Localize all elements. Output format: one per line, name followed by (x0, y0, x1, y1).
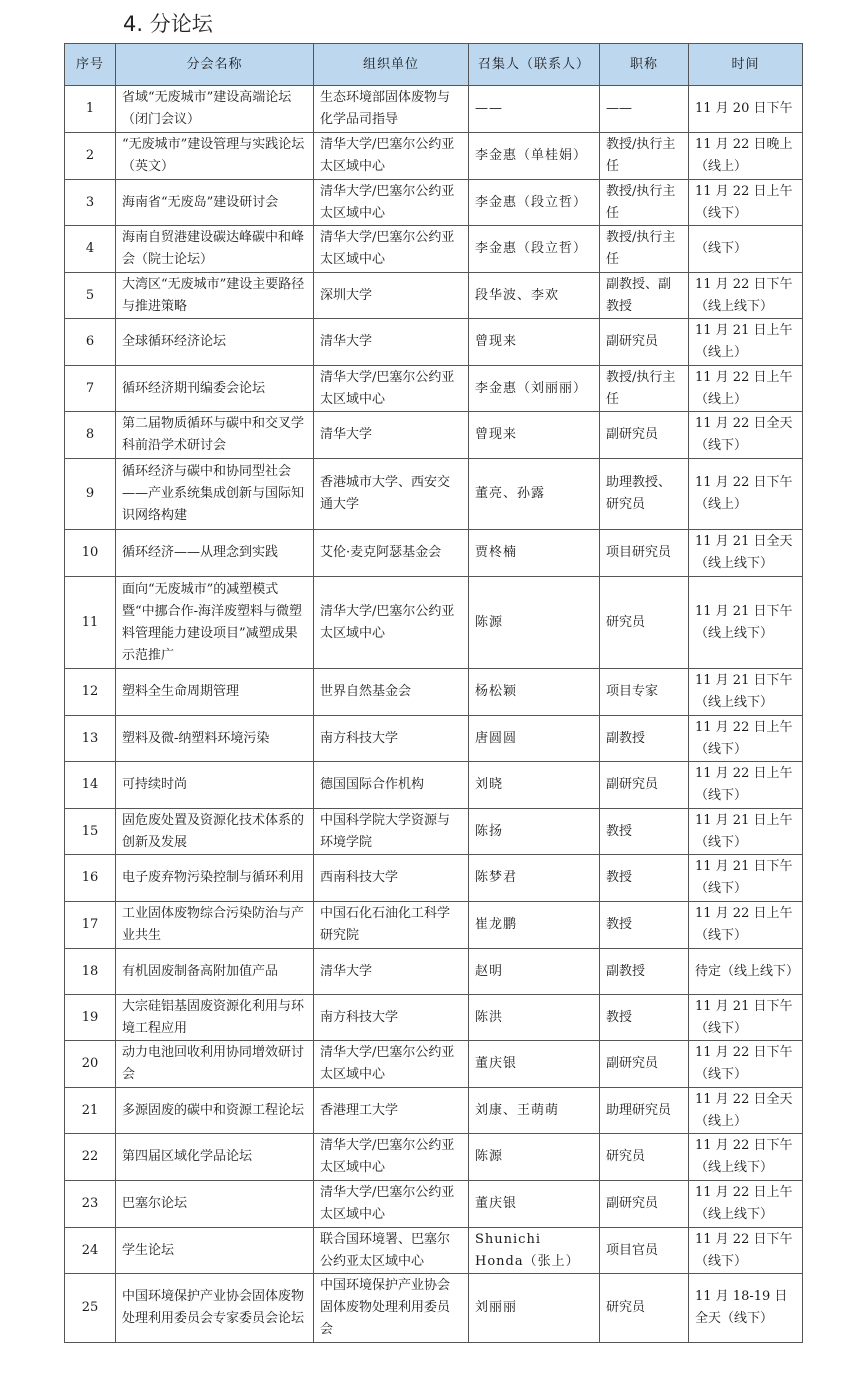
session-name-cell: 第二届物质循环与碳中和交叉学科前沿学术研讨会 (116, 412, 314, 459)
session-name-cell: 固危废处置及资源化技术体系的创新及发展 (116, 809, 314, 855)
job-title-cell: 副研究员 (600, 412, 689, 459)
session-time-cell: 11 月 21 日下午（线下） (689, 855, 803, 902)
session-name-cell: 塑料及微-纳塑料环境污染 (116, 716, 314, 762)
organizer-cell: 联合国环境署、巴塞尔公约亚太区域中心 (314, 1228, 469, 1274)
table-row (65, 1274, 803, 1343)
convener-cell: 曾现来 (469, 412, 600, 459)
organizer-cell: 清华大学/巴塞尔公约亚太区域中心 (314, 1134, 469, 1181)
row-number-cell: 19 (65, 995, 116, 1041)
row-number-cell: 12 (65, 669, 116, 716)
row-number-cell: 15 (65, 809, 116, 855)
table-row (65, 855, 803, 902)
session-name-cell: 海南省“无废岛”建设研讨会 (116, 180, 314, 226)
table-row (65, 226, 803, 273)
convener-cell: 刘丽丽 (469, 1274, 600, 1343)
row-number-cell: 8 (65, 412, 116, 459)
session-time-cell: 11 月 22 日上午（线上线下） (689, 1181, 803, 1228)
convener-cell: 曾现来 (469, 319, 600, 366)
session-time-cell: 11 月 21 日上午（线下） (689, 809, 803, 855)
session-time-cell: 11 月 21 日下午（线上线下） (689, 669, 803, 716)
organizer-cell: 清华大学/巴塞尔公约亚太区域中心 (314, 1181, 469, 1228)
organizer-cell: 清华大学/巴塞尔公约亚太区域中心 (314, 1041, 469, 1088)
session-time-cell: 11 月 22 日下午（线下） (689, 1041, 803, 1088)
session-time-cell: 11 月 22 日上午（线下） (689, 180, 803, 226)
convener-cell: 贾柊楠 (469, 530, 600, 577)
convener-cell: 唐圆圆 (469, 716, 600, 762)
table-row (65, 180, 803, 226)
header-number: 序号 (65, 44, 116, 86)
session-time-cell: 11 月 22 日上午（线下） (689, 716, 803, 762)
row-number-cell: 10 (65, 530, 116, 577)
job-title-cell: 教授/执行主任 (600, 366, 689, 412)
organizer-cell: 中国石化石油化工科学研究院 (314, 902, 469, 949)
convener-cell: 赵明 (469, 949, 600, 995)
table-row (65, 809, 803, 855)
job-title-cell: 教授/执行主任 (600, 133, 689, 180)
session-time-cell: 11 月 20 日下午 (689, 86, 803, 133)
session-time-cell: 11 月 22 日全天（线下） (689, 412, 803, 459)
row-number-cell: 23 (65, 1181, 116, 1228)
table-row (65, 1041, 803, 1088)
convener-cell: 刘晓 (469, 762, 600, 809)
row-number-cell: 16 (65, 855, 116, 902)
session-time-cell: 11 月 21 日上午（线上） (689, 319, 803, 366)
table-row (65, 716, 803, 762)
session-time-cell: 11 月 22 日上午（线上） (689, 366, 803, 412)
organizer-cell: 清华大学/巴塞尔公约亚太区域中心 (314, 577, 469, 669)
convener-cell: 杨松颖 (469, 669, 600, 716)
table-row (65, 1181, 803, 1228)
session-time-cell: 11 月 22 日下午（线上） (689, 459, 803, 530)
job-title-cell: 副研究员 (600, 1041, 689, 1088)
session-time-cell: 11 月 21 日全天（线上线下） (689, 530, 803, 577)
session-name-cell: 多源固废的碳中和资源工程论坛 (116, 1088, 314, 1134)
session-time-cell: 待定（线上线下） (689, 949, 803, 995)
job-title-cell: 副教授、副教授 (600, 273, 689, 319)
header-job-title: 职称 (600, 44, 689, 86)
forum-table (64, 43, 803, 1343)
header-organizer: 组织单位 (314, 44, 469, 86)
row-number-cell: 4 (65, 226, 116, 273)
job-title-cell: 助理教授、研究员 (600, 459, 689, 530)
row-number-cell: 17 (65, 902, 116, 949)
row-number-cell: 22 (65, 1134, 116, 1181)
organizer-cell: 世界自然基金会 (314, 669, 469, 716)
job-title-cell: 研究员 (600, 1274, 689, 1343)
session-time-cell: 11 月 22 日晚上（线上） (689, 133, 803, 180)
table-row (65, 577, 803, 669)
session-name-cell: 工业固体废物综合污染防治与产业共生 (116, 902, 314, 949)
organizer-cell: 清华大学/巴塞尔公约亚太区域中心 (314, 133, 469, 180)
session-name-cell: 大湾区“无废城市”建设主要路径与推进策略 (116, 273, 314, 319)
job-title-cell: 助理研究员 (600, 1088, 689, 1134)
session-name-cell: 有机固废制备高附加值产品 (116, 949, 314, 995)
job-title-cell: 教授 (600, 855, 689, 902)
row-number-cell: 3 (65, 180, 116, 226)
row-number-cell: 20 (65, 1041, 116, 1088)
convener-cell: Shunichi Honda（张上） (469, 1228, 600, 1274)
session-name-cell: 中国环境保护产业协会固体废物处理利用委员会专家委员会论坛 (116, 1274, 314, 1343)
organizer-cell: 中国环境保护产业协会固体废物处理利用委员会 (314, 1274, 469, 1343)
table-row (65, 902, 803, 949)
convener-cell: 刘康、王萌萌 (469, 1088, 600, 1134)
organizer-cell: 清华大学/巴塞尔公约亚太区域中心 (314, 366, 469, 412)
organizer-cell: 中国科学院大学资源与环境学院 (314, 809, 469, 855)
session-name-cell: 面向“无废城市”的减塑模式暨“中挪合作-海洋废塑料与微塑料管理能力建设项目”减塑成果示范推广 (116, 577, 314, 669)
session-name-cell: 海南自贸港建设碳达峰碳中和峰会（院士论坛） (116, 226, 314, 273)
job-title-cell: 教授/执行主任 (600, 226, 689, 273)
row-number-cell: 24 (65, 1228, 116, 1274)
session-name-cell: 第四届区域化学品论坛 (116, 1134, 314, 1181)
table-row (65, 1228, 803, 1274)
row-number-cell: 1 (65, 86, 116, 133)
job-title-cell: 项目研究员 (600, 530, 689, 577)
row-number-cell: 11 (65, 577, 116, 669)
table-row (65, 319, 803, 366)
job-title-cell: 副研究员 (600, 1181, 689, 1228)
job-title-cell: 研究员 (600, 1134, 689, 1181)
table-row (65, 133, 803, 180)
job-title-cell: 副研究员 (600, 762, 689, 809)
session-name-cell: 循环经济——从理念到实践 (116, 530, 314, 577)
convener-cell: 陈梦君 (469, 855, 600, 902)
convener-cell: 陈源 (469, 1134, 600, 1181)
session-time-cell: 11 月 18-19 日全天（线下） (689, 1274, 803, 1343)
table-row (65, 949, 803, 995)
convener-cell: 陈洪 (469, 995, 600, 1041)
organizer-cell: 西南科技大学 (314, 855, 469, 902)
organizer-cell: 清华大学 (314, 412, 469, 459)
row-number-cell: 9 (65, 459, 116, 530)
job-title-cell: 项目专家 (600, 669, 689, 716)
session-time-cell: 11 月 22 日下午（线下） (689, 1228, 803, 1274)
session-name-cell: 可持续时尚 (116, 762, 314, 809)
session-time-cell: 11 月 21 日下午（线上线下） (689, 577, 803, 669)
session-time-cell: 11 月 22 日下午（线上线下） (689, 273, 803, 319)
convener-cell: 崔龙鹏 (469, 902, 600, 949)
convener-cell: —— (469, 86, 600, 133)
job-title-cell: 研究员 (600, 577, 689, 669)
organizer-cell: 德国国际合作机构 (314, 762, 469, 809)
session-time-cell: （线下） (689, 226, 803, 273)
row-number-cell: 14 (65, 762, 116, 809)
header-session-name: 分会名称 (116, 44, 314, 86)
session-name-cell: 循环经济期刊编委会论坛 (116, 366, 314, 412)
job-title-cell: 教授 (600, 995, 689, 1041)
convener-cell: 李金惠（段立哲） (469, 226, 600, 273)
job-title-cell: 副教授 (600, 716, 689, 762)
session-name-cell: 大宗硅铝基固废资源化利用与环境工程应用 (116, 995, 314, 1041)
session-name-cell: 循环经济与碳中和协同型社会——产业系统集成创新与国际知识网络构建 (116, 459, 314, 530)
session-time-cell: 11 月 22 日全天（线上） (689, 1088, 803, 1134)
convener-cell: 段华波、李欢 (469, 273, 600, 319)
section-title: 4. 分论坛 (123, 12, 213, 36)
organizer-cell: 清华大学 (314, 949, 469, 995)
job-title-cell: 教授/执行主任 (600, 180, 689, 226)
session-name-cell: 学生论坛 (116, 1228, 314, 1274)
row-number-cell: 25 (65, 1274, 116, 1343)
organizer-cell: 清华大学/巴塞尔公约亚太区域中心 (314, 226, 469, 273)
table-row (65, 530, 803, 577)
row-number-cell: 21 (65, 1088, 116, 1134)
convener-cell: 董庆银 (469, 1041, 600, 1088)
header-convener: 召集人（联系人） (469, 44, 600, 86)
organizer-cell: 南方科技大学 (314, 716, 469, 762)
header-time: 时间 (689, 44, 803, 86)
table-row (65, 273, 803, 319)
session-name-cell: 巴塞尔论坛 (116, 1181, 314, 1228)
table-row (65, 1134, 803, 1181)
row-number-cell: 6 (65, 319, 116, 366)
convener-cell: 董亮、孙露 (469, 459, 600, 530)
session-time-cell: 11 月 22 日下午（线上线下） (689, 1134, 803, 1181)
job-title-cell: 副研究员 (600, 319, 689, 366)
convener-cell: 李金惠（刘丽丽） (469, 366, 600, 412)
job-title-cell: 项目官员 (600, 1228, 689, 1274)
job-title-cell: 教授 (600, 809, 689, 855)
table-row (65, 995, 803, 1041)
session-time-cell: 11 月 22 日上午（线下） (689, 762, 803, 809)
table-row (65, 762, 803, 809)
convener-cell: 李金惠（单桂娟） (469, 133, 600, 180)
organizer-cell: 南方科技大学 (314, 995, 469, 1041)
row-number-cell: 2 (65, 133, 116, 180)
session-name-cell: 动力电池回收利用协同增效研讨会 (116, 1041, 314, 1088)
organizer-cell: 艾伦·麦克阿瑟基金会 (314, 530, 469, 577)
row-number-cell: 5 (65, 273, 116, 319)
table-header-row (65, 44, 803, 86)
organizer-cell: 香港城市大学、西安交通大学 (314, 459, 469, 530)
table-row (65, 366, 803, 412)
session-time-cell: 11 月 22 日上午（线下） (689, 902, 803, 949)
table-row (65, 459, 803, 530)
session-name-cell: 全球循环经济论坛 (116, 319, 314, 366)
row-number-cell: 13 (65, 716, 116, 762)
session-name-cell: “无废城市”建设管理与实践论坛（英文） (116, 133, 314, 180)
job-title-cell: 副教授 (600, 949, 689, 995)
organizer-cell: 清华大学 (314, 319, 469, 366)
row-number-cell: 18 (65, 949, 116, 995)
convener-cell: 董庆银 (469, 1181, 600, 1228)
table-row (65, 1088, 803, 1134)
table-row (65, 412, 803, 459)
session-name-cell: 电子废弃物污染控制与循环利用 (116, 855, 314, 902)
session-name-cell: 塑料全生命周期管理 (116, 669, 314, 716)
row-number-cell: 7 (65, 366, 116, 412)
convener-cell: 李金惠（段立哲） (469, 180, 600, 226)
session-time-cell: 11 月 21 日下午（线下） (689, 995, 803, 1041)
organizer-cell: 深圳大学 (314, 273, 469, 319)
convener-cell: 陈扬 (469, 809, 600, 855)
table-row (65, 86, 803, 133)
organizer-cell: 清华大学/巴塞尔公约亚太区域中心 (314, 180, 469, 226)
job-title-cell: 教授 (600, 902, 689, 949)
convener-cell: 陈源 (469, 577, 600, 669)
organizer-cell: 香港理工大学 (314, 1088, 469, 1134)
table-row (65, 669, 803, 716)
organizer-cell: 生态环境部固体废物与化学品司指导 (314, 86, 469, 133)
session-name-cell: 省域“无废城市”建设高端论坛（闭门会议） (116, 86, 314, 133)
job-title-cell: —— (600, 86, 689, 133)
